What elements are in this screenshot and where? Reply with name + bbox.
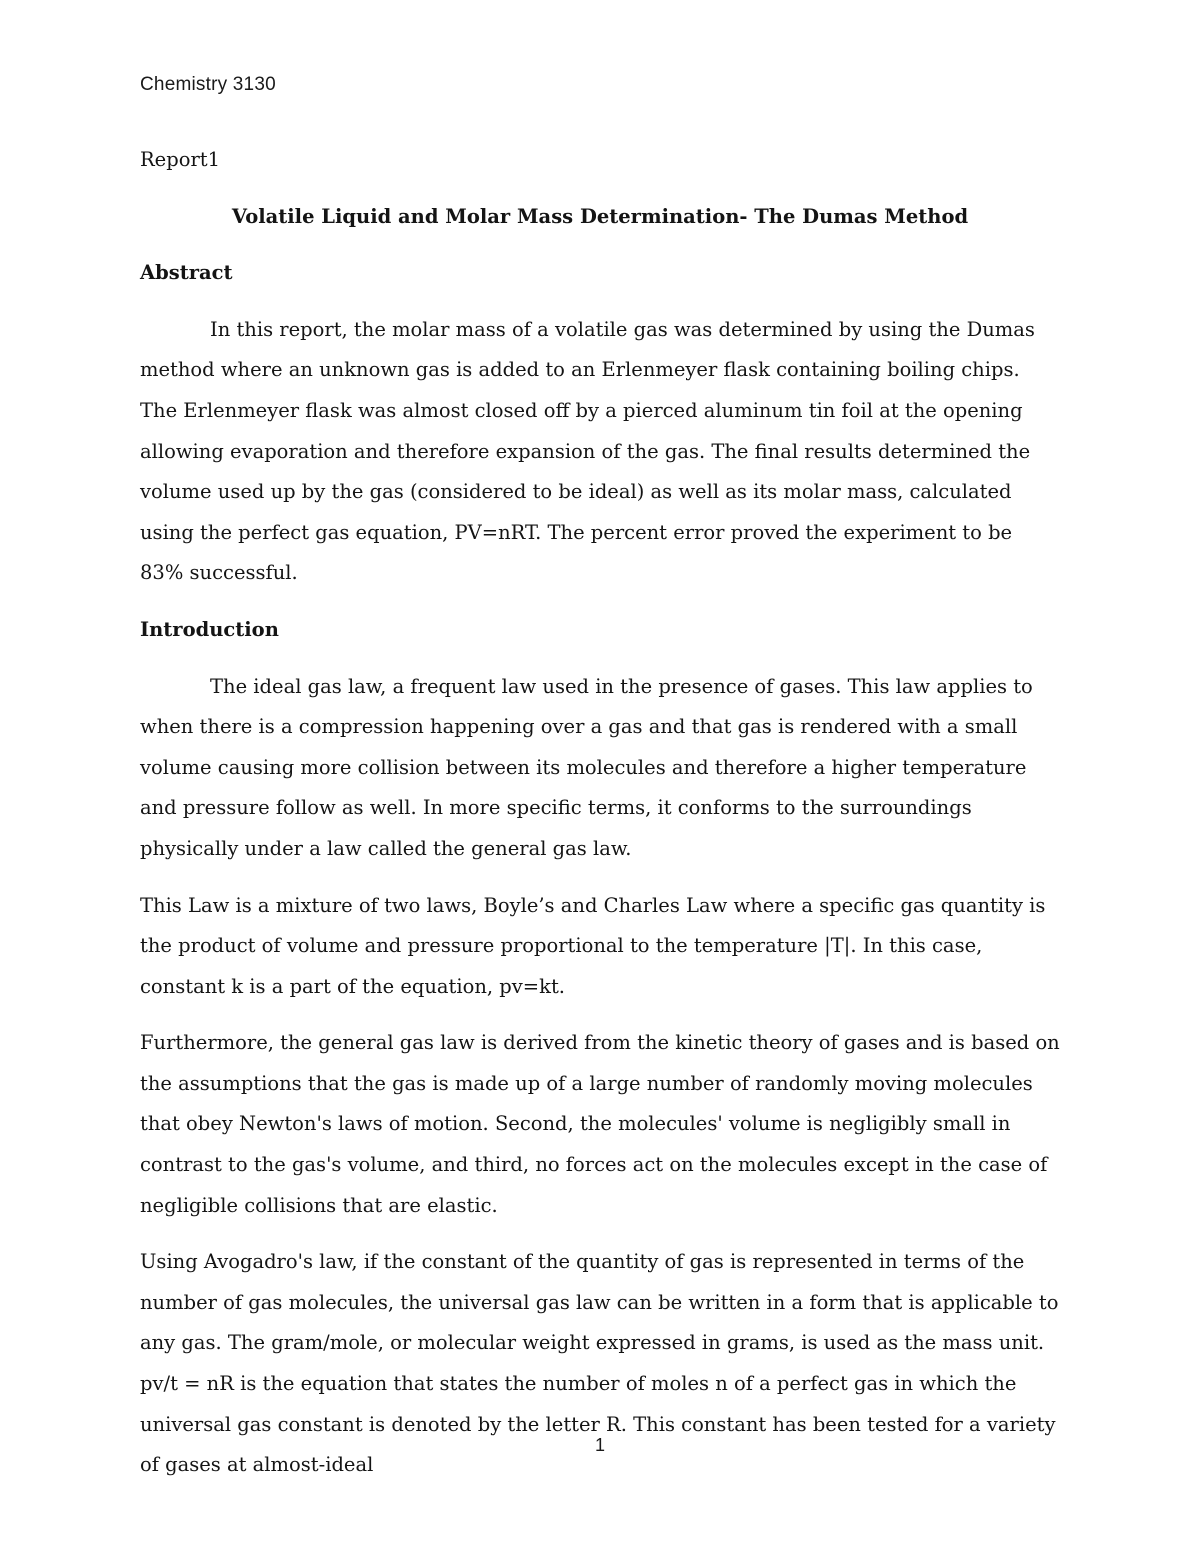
abstract-heading: Abstract [140, 261, 233, 285]
report-title: Volatile Liquid and Molar Mass Determination- The Dumas Method [231, 204, 969, 228]
intro-paragraph-3: Furthermore, the general gas law is derived from the kinetic theory of gases and is based on the assumptions that the gas is made up of a large number of randomly moving molecules that obey Newton's laws of motion. Second, the molecules' volume is negligibly small in contrast to the gas's volume, and third, no forces act on the molecules except in the case of negligible collisions that are elastic. [140, 1031, 1060, 1217]
introduction-heading: Introduction [140, 617, 279, 641]
document-body [140, 140, 1060, 1502]
running-header: Chemistry 3130 [140, 74, 276, 95]
abstract-paragraph: In this report, the molar mass of a volatile gas was determined by using the Dumas method where an unknown gas is added to an Erlenmeyer flask containing boiling chips. The Erlenmeyer flask was almost closed off by a pierced aluminum tin foil at the opening allowing evaporation and therefore expansion of the gas. The final results determined the volume used up by the gas (considered to be ideal) as well as its molar mass, calculated using the perfect gas equation, PV=nRT. The percent error proved the experiment to be 83% successful. [140, 317, 1035, 585]
page-number: 1 [594, 1435, 605, 1455]
intro-paragraph-2: This Law is a mixture of two laws, Boyle’s and Charles Law where a specific gas quantity is the product of volume and pressure proportional to the temperature |T|. In this case, constant k is a part of the equation, pv=kt. [140, 893, 1046, 998]
intro-paragraph-4: Using Avogadro's law, if the constant of the quantity of gas is represented in terms of the number of gas molecules, the universal gas law can be written in a form that is applicable to any gas. The gram/mole, or molecular weight expressed in grams, is used as the mass unit. pv/t = nR is the equation that states the number of moles n of a perfect gas in which the universal gas constant is denoted by the letter R. This constant has been tested for a variety of gases at almost-ideal [140, 1250, 1059, 1477]
intro-paragraph-1: The ideal gas law, a frequent law used in the presence of gases. This law applies to when there is a compression happening over a gas and that gas is rendered with a small volume causing more collision between its molecules and therefore a higher temperature and pressure follow as well. In more specific terms, it conforms to the surroundings physically under a law called the general gas law. [140, 674, 1033, 860]
report-label: Report1 [140, 148, 221, 171]
